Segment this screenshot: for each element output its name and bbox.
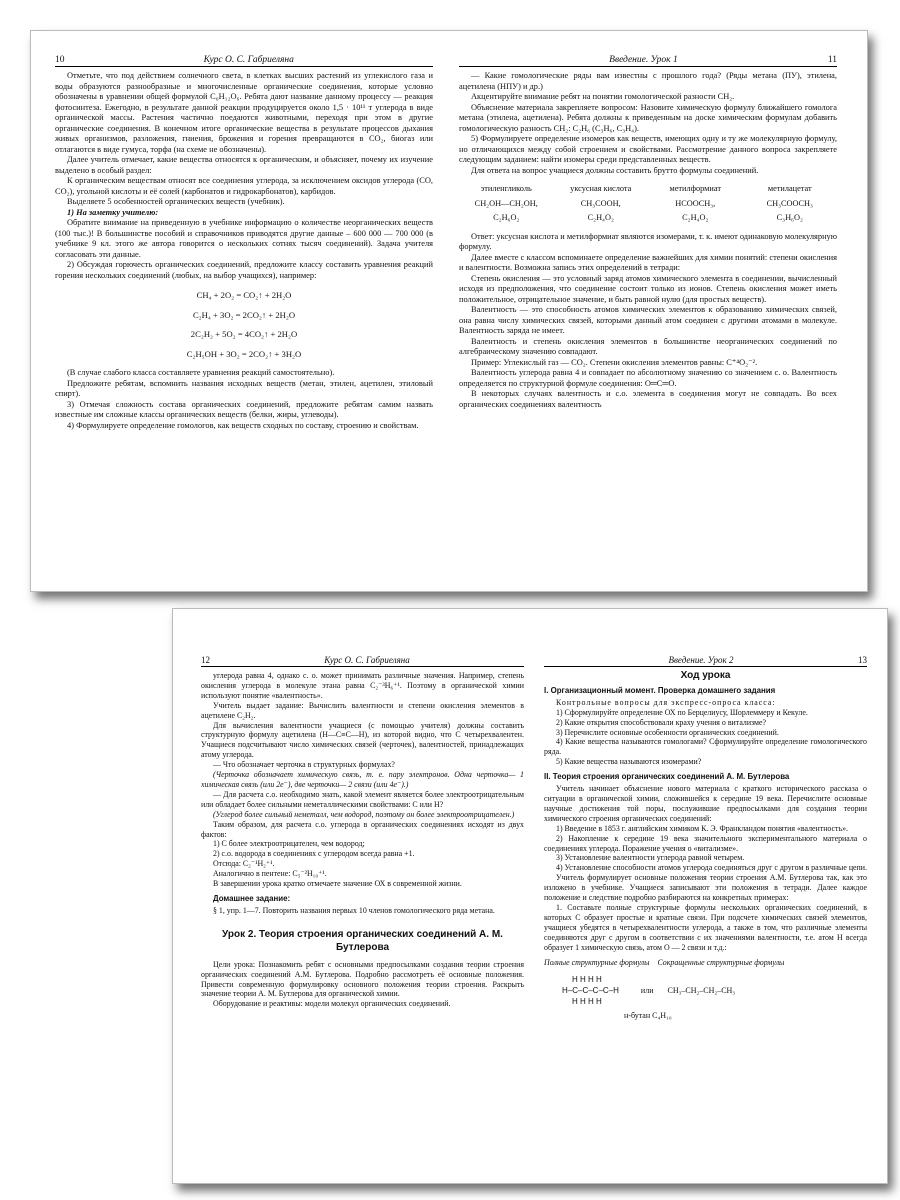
equation: C₂H₄ + 3O₂ = 2CO₂↑ + 2H₂O	[192, 309, 296, 320]
paragraph: Пример: Углекислый газ — CO₂. Степени окисления элементов равны: C⁺⁴O₂⁻².	[471, 357, 758, 367]
table-row-structures	[459, 199, 837, 210]
section-title: Ход урока	[680, 670, 731, 681]
table-cell: C₂H₆O₂	[493, 213, 520, 222]
page-body	[459, 71, 837, 410]
paragraph: В завершении урока кратко отмечаете значение ОХ в современной жизни.	[213, 879, 462, 889]
table-cell: HCOOCH₃,	[675, 198, 716, 208]
paragraph: Объяснение материала закрепляете вопросом: Назовите химическую формулу ближайшего гомолога метана (этилена, ацетилена). Ребята должны к приведенным на доске химическим формулам добавить гомологическую разность CH₂: C₂H₆ (C₃H₆, C₃H₄).	[459, 102, 837, 133]
book-spread-bottom	[172, 608, 888, 1184]
paragraph: Учитель начинает объяснение нового материала с краткого исторического рассказа о ситуации в органической химии, сложившейся к середине 19 века. Перечислите основные научные достижения той поры, послужившие предпосылками для создания теории химического строения органических соединений:	[544, 784, 867, 823]
table-cell: метилацетат	[767, 184, 812, 193]
page-number: 10	[55, 55, 65, 65]
running-head-title: Введение. Урок 1	[609, 55, 678, 65]
page-body	[201, 671, 524, 1009]
paragraph: — Какие гомологические ряды вам известны с прошлого года? (Ряды метана (ПУ), этилена, ацетилена (НПУ) и др.)	[459, 71, 837, 91]
running-header	[544, 655, 867, 667]
book-spread-top	[30, 30, 868, 592]
paragraph: Отметьте, что под действием солнечного света, в клетках высших растений из углекислого газа и воды образуются разнообразные и многочисленные органические соединения, которые условно обозначены в уравнении общей формулой C₆H₁₂O₆. Ребята дают название данному процессу — реакция фотосинтеза. Ежегодно, в результате данной реакции продуцируется около 1,5 · 10¹¹ т углерода в виде органической массы. Растения частично поедаются животными, переходя при этом в другие органические соединения. В конечном итоге органические вещества в результате процессов дыхания живых организмов, разложения, гниения, брожения и горения превращаются в CO₂, биогаз или отлагаются в виде гумуса, торфа (на схеме не обозначены).	[55, 71, 433, 154]
compound-name: н-бутан C₄H₁₀	[624, 1011, 672, 1021]
section-heading: II. Теория строения органических соединений А. М. Бутлерова	[544, 772, 790, 782]
homework-text: § 1, упр. 1—7. Повторить названия первых 10 членов гомологического ряда метана.	[213, 905, 495, 915]
paragraph: 5) Какие вещества называются изомерами?	[556, 757, 702, 767]
page-number: 13	[857, 655, 867, 665]
paragraph: 3) Установление валентности углерода равной четырем.	[556, 853, 745, 863]
table-row-brutto	[459, 213, 837, 224]
table-cell: C₂H₄O₂	[682, 213, 709, 222]
paragraph: 2) Накопление к середине 19 века значительного экспериментального материала о соединениях углерода. Поражение учения о «витализме».	[544, 833, 867, 853]
paragraph: 3) Отмечая сложность состава органических соединений, предложите ребятам самим назвать известные им сложные классы органических веществ (белки, жиры, углеводы).	[55, 399, 433, 419]
paragraph: — Что обозначает черточка в структурных формулах?	[213, 760, 395, 770]
table-cell: этиленгликоль	[480, 184, 532, 193]
paragraph: Валентность и степень окисления элементов в большинстве неорганических соединений по алгебраическому значению совпадают.	[459, 336, 837, 356]
paragraph: (В случае слабого класса составляете уравнения реакций самостоятельно).	[67, 368, 335, 377]
page-body	[55, 71, 433, 431]
paragraph: Таким образом, для расчета с.о. углерода в органических соединениях исходят из двух фактов:	[201, 819, 524, 839]
paragraph: 4) Формулируете определение гомологов, как веществ сходных по составу, строению и свойствам.	[67, 420, 419, 430]
running-header	[55, 55, 433, 67]
paragraph: 1) Сформулируйте определение ОХ по Берцелиусу, Шорлеммеру и Кекуле.	[556, 707, 808, 717]
paragraph: Отсюда: C₂⁻¹H₂⁺¹.	[213, 859, 275, 869]
paragraph: Валентность углерода равна 4 и совпадает по абсолютному значению со значением с. о. Валентность определяется по структурной формуле соединения: O═C═O.	[459, 368, 837, 388]
page-10	[55, 31, 433, 591]
table-cell: метилформиат	[669, 184, 721, 193]
table-cell: CH₃COOCH₃	[766, 198, 813, 208]
equation: CH₄ + 2O₂ = CO₂↑ + 2H₂O	[196, 290, 292, 300]
or-word: или	[640, 985, 654, 995]
paragraph: Валентность — это способность атомов химических элементов к образованию химических связей, она равна числу химических связей, которыми данный атом соединен с другими атомами в молекуле. Валентность заряда не имеет.	[459, 305, 837, 335]
paragraph: Оборудование и реактивы: модели молекул органических соединений.	[213, 999, 451, 1009]
formula-line: H H H H	[572, 975, 602, 985]
paragraph: Выделяете 5 особенностей органических веществ (учебник).	[67, 197, 285, 206]
paragraph: 2) Какие открытия способствовали краху учения о витализме?	[556, 717, 767, 727]
short-structural-formula: CH₃–CH₂–CH₂–CH₃	[667, 985, 736, 995]
paragraph: (Черточка обозначает химическую связь, т. е. пару электронов. Одна черточка— 1 химическая связь (или 2e⁻), две черточки— 2 связи (или 4e⁻).)	[201, 770, 524, 789]
page-13	[544, 609, 867, 1183]
caption-full: Полные структурные формулы	[544, 958, 650, 968]
caption-short: Сокращенные структурные формулы	[657, 958, 785, 968]
full-structural-formula	[562, 974, 619, 1007]
combustion-equations	[55, 290, 433, 359]
paragraph: 5) Формулируете определение изомеров как веществ, имеющих одну и ту же молекулярную формулу, но отличающихся между собой строением и свойствами. Рассмотрение данного вопроса закрепляете следующим заданием: найти изомеры среди представленных веществ.	[459, 134, 837, 164]
paragraph: 3) Перечислите основные особенности органических соединений.	[556, 727, 779, 737]
paragraph: 1) C более электроотрицателен, чем водород;	[213, 839, 365, 849]
section-heading: I. Организационный момент. Проверка домашнего задания	[544, 685, 776, 695]
equation: 2C₂H₂ + 5O₂ = 4CO₂↑ + 2H₂O	[190, 329, 298, 339]
equation: C₂H₅OH + 3O₂ = 2CO₂↑ + 3H₂O	[186, 348, 302, 359]
isomer-table	[459, 184, 837, 224]
paragraph: — Для расчета с.о. необходимо знать, какой элемент является более электроотрицательным или обладает более сильными неметаллическими свойствами: C или H?	[201, 789, 524, 809]
paragraph: Для вычисления валентности учащиеся (с помощью учителя) должны составить структурную формулу ацетилена (H—C≡C—H), из которой видно, что C четырехвалентен. Учащиеся подсчитывают число химических связей (черточек), валентностей, принадлежащих атому углерода.	[201, 720, 524, 760]
running-head-title: Введение. Урок 2	[668, 655, 734, 665]
paragraph: 1. Составьте полные структурные формулы нескольких органических соединений, в которых C образует простые и кратные связи. При подсчете химических связей элементов, учащиеся убедятся в четырехвалентности углерода, а также в том, что различные элементы соединяются друг с другом в соответствии с их значениями валентности, т.е. атом H всегда образует 1 химическую связь, атом O — 2 связи и т.д.:	[544, 902, 867, 952]
paragraph: 1) На заметку учителю:	[67, 207, 159, 217]
paragraph: Далее вместе с классом вспоминаете определение важнейших для химии понятий: степени окисления и валентности. Возможна запись этих определений в тетради:	[459, 252, 837, 272]
paragraph: 4) Установление способности атомов углерода соединяться друг с другом в различные цепи.	[556, 863, 867, 873]
running-head-title: Курс О. С. Габриеляна	[324, 655, 410, 665]
table-cell: C₂H₄O₂	[587, 213, 614, 222]
paragraph: (Углерод более сильный неметалл, чем водород, поэтому он более электроотрицателен.)	[213, 809, 515, 819]
formula-line: H H H H	[572, 997, 602, 1007]
page-number: 12	[201, 655, 210, 665]
paragraph: Ответ: уксусная кислота и метилформиат являются изомерами, т. к. имеют одинаковую молекулярную формулу.	[459, 231, 837, 251]
paragraph: Цели урока: Познакомить ребят с основными предпосылками создания теории строения органических соединений А.М. Бутлерова. Подробно рассмотреть её основные положения. Привести современную формулировку основного положения теории строения. Раскрыть значение теории А. М. Бутлерова для органической химии.	[201, 959, 524, 999]
table-cell: C₃H₆O₂	[776, 213, 803, 222]
lesson-title: Урок 2. Теория строения органических соединений А. М. Бутлерова	[222, 928, 503, 953]
paragraph: 2) с.о. водорода в соединениях с углеродом всегда равна +1.	[213, 849, 415, 859]
paragraph: углерода равна 4, однако с. о. может принимать различные значения. Например, степень окисления углерода в молекуле этана равна C₂⁻³H₆⁺¹. Поэтому в органической химии используют понятие «валентность».	[201, 671, 524, 700]
running-head-title: Курс О. С. Габриеляна	[203, 55, 294, 65]
butane-formula	[544, 974, 867, 1007]
paragraph: Акцентируйте внимание ребят на понятии гомологической разности CH₂.	[471, 92, 735, 101]
table-cell: CH₂OH—CH₂OH,	[474, 198, 538, 208]
paragraph: Учитель формулирует основные положения теории строения А.М. Бутлерова так, как это изложено в учебнике. Учащиеся записывают эти положения в тетради. Далее каждое положение и следствие подробно разбираются на конкретных примерах:	[544, 873, 867, 903]
page-body	[544, 671, 867, 1021]
paragraph: Аналогично в пентене: C₅⁻²H₁₀⁺¹.	[213, 869, 327, 879]
table-row-names	[459, 184, 837, 195]
paragraph: Обратите внимание на приведенную в учебнике информацию о количестве неорганических веществ (100 тыс.)! В большинстве пособий и справочников приводятся другие данные – 600 000 — 700 000 (в учебнике 9 кл. этого же автора говорится о нескольких сотнях тысяч соединений). Задача учителя согласовать эти данные.	[55, 218, 433, 259]
table-cell: уксусная кислота	[570, 184, 632, 193]
table-cell: CH₃COOH,	[580, 198, 621, 208]
running-header	[201, 655, 524, 667]
paragraph: Контрольные вопросы для экспресс-опроса класса:	[556, 697, 776, 707]
paragraph: 4) Какие вещества называются гомологами? Сформулируйте определение гомологического ряда.	[544, 737, 867, 757]
formula-line: H–C–C–C–C–H	[562, 986, 619, 996]
paragraph: Степень окисления — это условный заряд атомов химического элемента в соединении, вычисленный исходя из предположения, что соединение состоит только из ионов. Степень окисления может иметь положительное, отрицательное значение, и быть равной нулю (для простых веществ).	[459, 273, 837, 304]
paragraph: Далее учитель отмечает, какие вещества относятся к органическим, и объясняет, почему их изучение выделено в особый раздел:	[55, 155, 433, 175]
paragraph: В некоторых случаях валентность и с.о. элемента в соединения могут не совпадать. Во всех органических соединениях валентность	[459, 389, 837, 409]
page-11	[459, 31, 837, 591]
paragraph: 1) Введение в 1853 г. английским химиком К. Э. Франкландом понятия «валентность».	[556, 823, 849, 833]
homework-heading: Домашнее задание:	[213, 893, 291, 903]
paragraph: Учитель выдает задание: Вычислить валентности и степени окисления элементов в ацетилене C₂H₂.	[201, 700, 524, 720]
page-12	[201, 609, 524, 1183]
paragraph: Предложите ребятам, вспомнить названия исходных веществ (метан, этилен, ацетилен, этиловый спирт).	[55, 378, 433, 398]
paragraph: Для ответа на вопрос учащиеся должны составить брутто формулы соединений.	[471, 165, 759, 175]
page-number: 11	[827, 55, 837, 65]
paragraph: 2) Обсуждая горючесть органических соединений, предложите классу составить уравнения реакций горения нескольких соединений (любых, на выбор учащихся), например:	[55, 260, 433, 280]
running-header	[459, 55, 837, 67]
paragraph: К органическим веществам относят все соединения углерода, за исключением оксидов углерода (CO, CO₂), угольной кислоты и её солей (карбонатов и гидрокарбонатов), карбидов.	[55, 176, 433, 196]
formula-captions	[544, 958, 867, 968]
